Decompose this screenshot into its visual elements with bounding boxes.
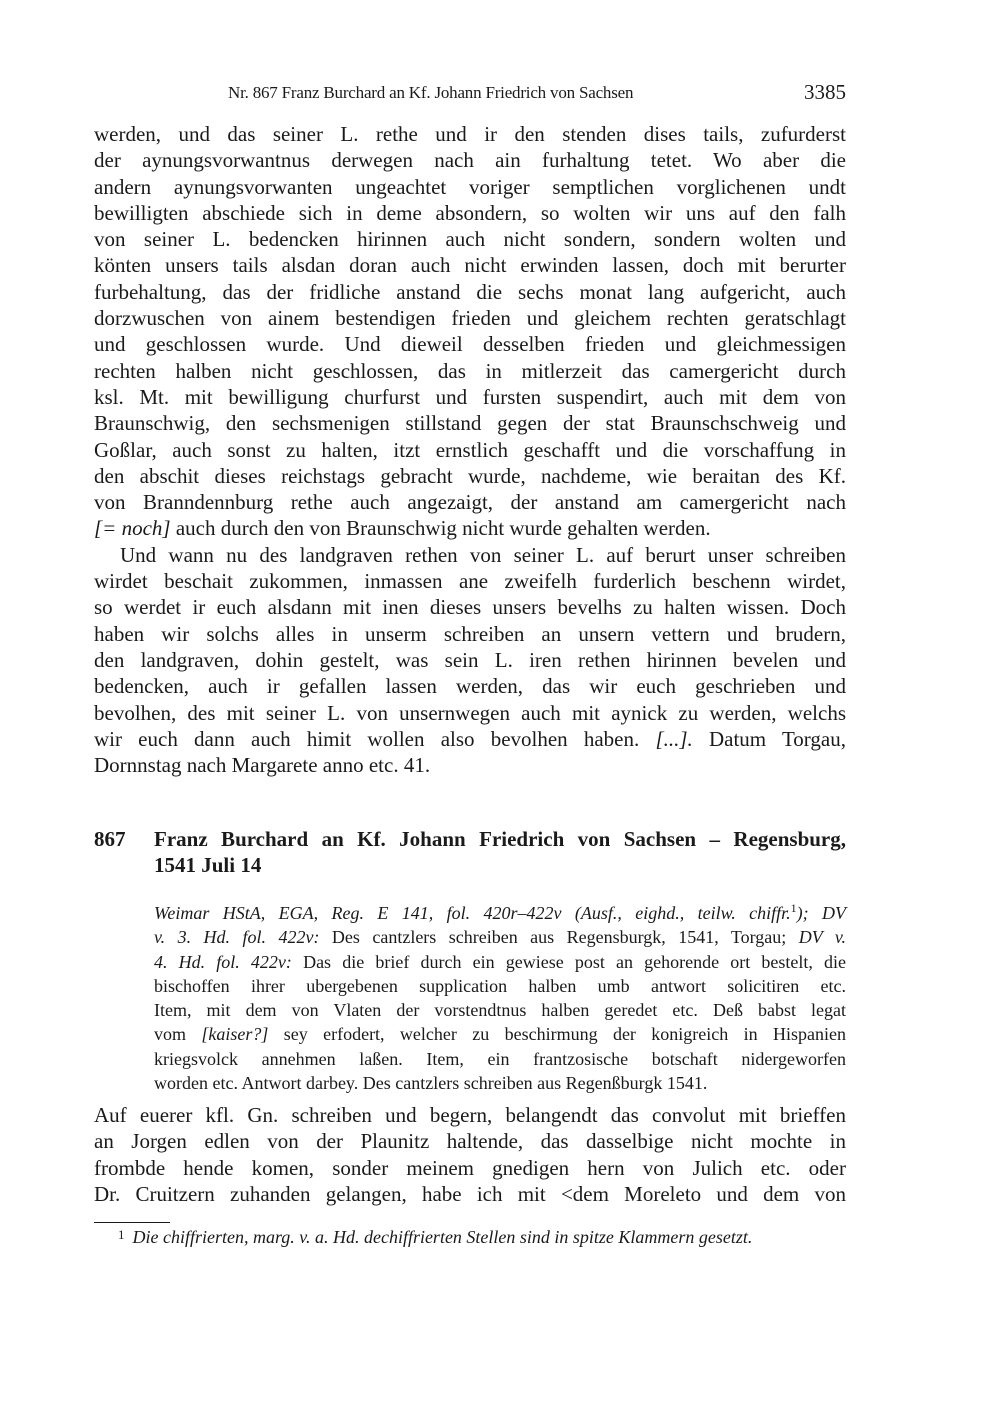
text-segment: Das die brief durch ein gewiese post an gehorende ort bestelt, die (291, 951, 846, 972)
text-segment: sey erfodert, welcher zu beschirmung der konigreich in Hispanien (268, 1024, 846, 1045)
document-number: 867 (94, 827, 126, 851)
text-segment: DV v. (798, 927, 846, 948)
source-line: worden etc. Antwort darbey. Des cantzlers schreiben aus Regenßburgk 1541. (154, 1073, 708, 1094)
editorial-note: [kaiser?] (201, 1024, 269, 1045)
source-line (154, 925, 846, 949)
running-head-title: Nr. 867 Franz Burchard an Kf. Johann Friedrich von Sachsen (228, 83, 634, 102)
text-line: rechten halben nicht geschlossen, das in mitlerzeit das camergericht durch (94, 358, 846, 383)
editorial-note: [= noch] (94, 516, 171, 541)
document-title (154, 826, 846, 878)
source-line (154, 950, 846, 974)
letter-text (94, 1102, 846, 1207)
text-line: den abschit dieses reichstags gebracht wurde, nachdeme, wie beraitan des Kf. (94, 463, 846, 488)
text-line: bedencken, auch ir gefallen lassen werden, das wir euch geschrieben und (94, 674, 846, 699)
text-line (94, 515, 846, 541)
text-line: von Branndennburg rethe auch angezaigt, der anstand am camergericht nach (94, 490, 846, 515)
text-line: Dornnstag nach Margarete anno etc. 41. (94, 753, 431, 778)
text-line: Auf euerer kfl. Gn. schreiben und begern, belangendt das convolut mit brieffen (94, 1103, 846, 1127)
footnote (118, 1227, 752, 1248)
text-line: könten unsers tails alsdan doran auch nicht erwinden lassen, doch mit berurter (94, 253, 846, 278)
text-line: Braunschwig, den sechsmenigen stillstand gegen der stat Braunschschweig und (94, 411, 846, 436)
text-line (94, 726, 846, 752)
body-text (94, 121, 846, 778)
text-line: haben wir solchs alles in unserm schreiben an unsern vettern und brudern, (94, 621, 846, 646)
text-line: werden, und das seiner L. rethe und ir den stenden dises tails, zufurderst (94, 122, 846, 146)
text-segment: Des cantzlers schreiben aus Regensburgk, 1541, Torgau; (319, 927, 799, 948)
footnote-mark: 1 (118, 1227, 125, 1242)
text-line: ksl. Mt. mit bewilligung churfurst und fursten suspendirt, auch mit dem von (94, 384, 846, 409)
footnote-text: Die chiffrierten, marg. v. a. Hd. dechiffrierten Stellen sind in spitze Klammern gesetzt. (132, 1227, 753, 1247)
text-segment: v. 3. Hd. fol. 422v: (154, 927, 320, 948)
text-segment: vom (154, 1024, 202, 1045)
title-line: Franz Burchard an Kf. Johann Friedrich von Sachsen – Regensburg, (154, 827, 846, 851)
source-line (154, 1022, 846, 1046)
footnote-divider (94, 1222, 170, 1223)
text-line: bevolhen, des mit seiner L. von unsernwegen auch mit aynick zu werden, welchs (94, 700, 846, 725)
text-line: von seiner L. bedencken hirinnen auch nicht sondern, sondern wolten und (94, 227, 846, 252)
text-line: der aynungsvorwantnus derwegen nach ain furhaltung tetet. Wo aber die (94, 148, 846, 173)
text-segment: Datum Torgau, (692, 726, 846, 751)
text-line: und geschlossen wurde. Und dieweil desselben frieden und gleichmessigen (94, 332, 846, 357)
text-segment: wir euch dann auch himit wollen also bevolhen haben. (94, 726, 656, 751)
source-line: bischoffen ihrer ubergebenen supplication halben umb antwort solicitiren etc. (154, 975, 846, 996)
text-line: Dr. Cruitzern zuhanden gelangen, habe ich mit <dem Moreleto und dem von (94, 1181, 846, 1206)
text-segment: 4. Hd. fol. 422v: (154, 951, 292, 972)
source-line: kriegsvolck annehmen laßen. Item, ein frantzosische botschaft nidergeworfen (154, 1048, 846, 1069)
source-line (154, 896, 846, 925)
text-line: so werdet ir euch alsdann mit inen dieses unsers bevelhs zu halten wissen. Doch (94, 595, 846, 620)
text-line: an Jorgen edlen von der Plaunitz haltende, das dasselbige nicht mochte in (94, 1129, 846, 1154)
text-line: furbehaltung, das der fridliche anstand die sechs monat lang aufgericht, auch (94, 279, 846, 304)
source-note (154, 896, 846, 1095)
text-line: dorzwuschen von ainem bestendigen frieden und gleichem rechten geratschlagt (94, 306, 846, 331)
source-line: Item, mit dem von Vlaten der vorstendtnus halben geredet etc. Deß babst legat (154, 1000, 846, 1021)
text-line: wirdet beschait zukommen, inmassen ane zweifelh furderlich beschenn wirdet, (94, 569, 846, 594)
text-line: bewilligten abschiede sich in deme absondern, so wolten wir uns auf den falh (94, 200, 846, 225)
page-number: 3385 (804, 80, 846, 104)
running-head (94, 80, 846, 106)
text-segment: auch durch den von Braunschwig nicht wurde gehalten werden. (170, 516, 711, 541)
text-line: frombde hende komen, sonder meinem gnedigen hern von Julich etc. oder (94, 1155, 846, 1180)
text-line: Und wann nu des landgraven rethen von seiner L. auf berurt unser schreiben (120, 542, 846, 567)
footnote-reference[interactable]: 1 (790, 901, 797, 915)
text-line: Goßlar, auch sonst zu halten, itzt ernstlich geschafft und die vorschaffung in (94, 437, 846, 462)
text-line: den landgraven, dohin gestelt, was sein L. iren rethen hirinnen bevelen und (94, 647, 846, 672)
text-line: andern aynungsvorwanten ungeachtet voriger semptlichen vorglichenen undt (94, 174, 846, 199)
title-line: 1541 Juli 14 (154, 853, 262, 877)
editorial-omission: [...]. (655, 726, 693, 751)
text-segment: ); DV (796, 903, 847, 923)
text-segment: Weimar HStA, EGA, Reg. E 141, fol. 420r–422v (Ausf., eighd., teilw. chiffr. (154, 903, 791, 923)
